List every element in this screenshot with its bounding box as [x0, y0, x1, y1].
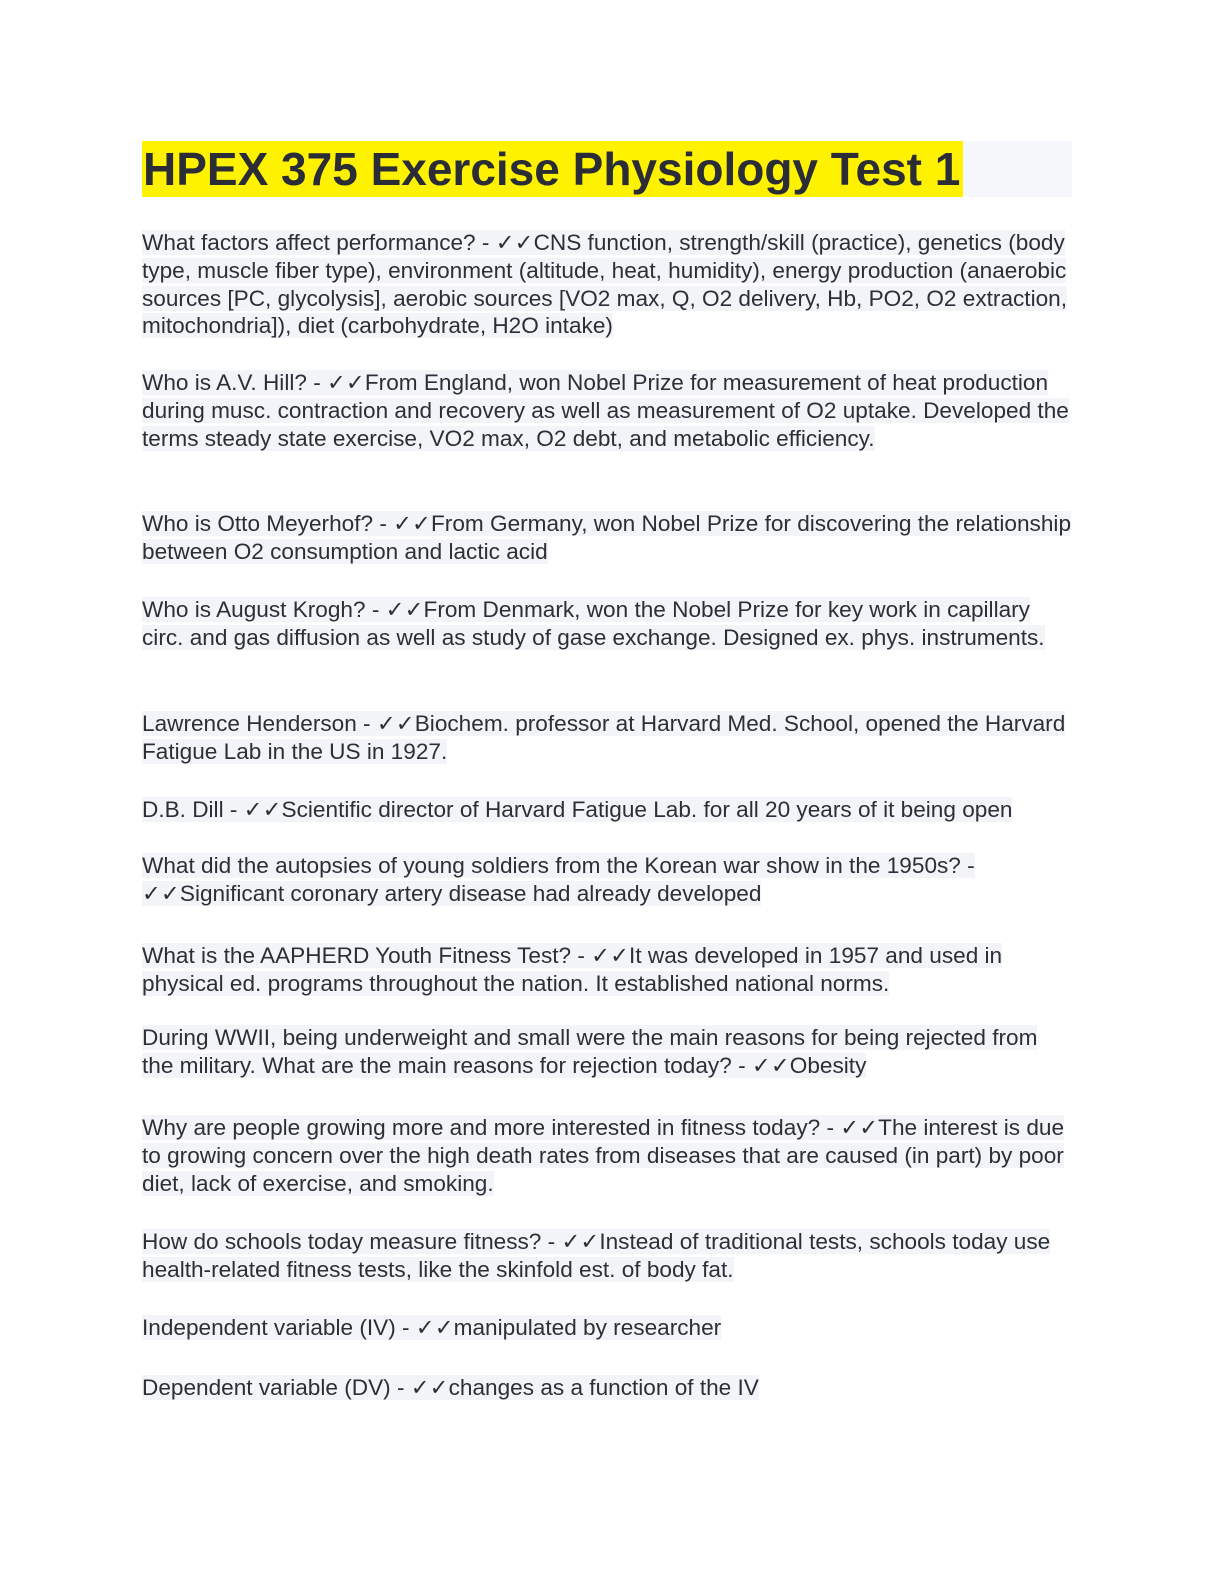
question-text: Who is August Krogh? -: [142, 597, 386, 622]
answer-text: manipulated by researcher: [453, 1315, 722, 1340]
qa-highlight: [142, 853, 975, 906]
answer-text: CNS function, strength/skill (practice), genetics (body type, muscle fiber type), environment (altitude, heat, humidity), energy production (anaerobic sources [PC, glycolysis], aerobic sources [VO2 max, Q, O2 delivery, Hb, PO2, O2 extraction, mitochondria]), diet (carbohydrate, H2O intake): [142, 230, 1068, 339]
qa-item: [142, 1024, 1072, 1080]
answer-text: From Denmark, won the Nobel Prize for key work in capillary circ. and gas diffusion as well as study of gase exchange. Designed ex. phys. instruments.: [142, 597, 1045, 650]
answer-text: Scientific director of Harvard Fatigue Lab. for all 20 years of it being open: [281, 797, 1013, 822]
answer-text: Obesity: [789, 1052, 867, 1078]
question-text: How do schools today measure fitness? -: [142, 1229, 562, 1254]
qa-item: [142, 852, 1072, 908]
qa-item: [142, 510, 1072, 566]
answer-text: Biochem. professor at Harvard Med. School, opened the Harvard Fatigue Lab in the US in 1927.: [142, 711, 1066, 764]
qa-highlight: [142, 711, 1065, 764]
qa-highlight: [142, 797, 1012, 822]
checkmark-icon: ✓✓: [393, 511, 431, 536]
qa-item: [142, 710, 1072, 766]
qa-item: [142, 796, 1072, 824]
checkmark-icon: ✓✓: [385, 597, 424, 622]
answer-text: From England, won Nobel Prize for measurement of heat production during musc. contraction and recovery as well as measurement of O2 uptake. Developed the terms steady state exercise, VO2 max, O2 debt, and metabolic efficiency.: [142, 370, 1069, 451]
checkmark-icon: ✓✓: [327, 370, 365, 395]
checkmark-icon: ✓✓: [495, 230, 534, 255]
question-text: Who is Otto Meyerhof? -: [142, 511, 394, 536]
question-text: Why are people growing more and more interested in fitness today? -: [142, 1115, 841, 1140]
qa-item: [142, 1374, 1072, 1402]
question-text: During WWII, being underweight and small were the main reasons for being rejected from the military. What are the main reasons for rejection today? -: [142, 1025, 1038, 1078]
question-text: Independent variable (IV) -: [142, 1315, 416, 1340]
answer-text: Significant coronary artery disease had already developed: [179, 880, 762, 906]
qa-item: [142, 1114, 1072, 1197]
qa-item: [142, 229, 1072, 340]
question-text: Dependent variable (DV) -: [142, 1375, 411, 1400]
question-text: What factors affect performance? -: [142, 230, 496, 255]
question-text: What did the autopsies of young soldiers from the Korean war show in the 1950s? -: [142, 853, 975, 878]
qa-highlight: [142, 1315, 721, 1340]
qa-item: [142, 942, 1072, 998]
checkmark-icon: ✓✓: [840, 1115, 879, 1140]
qa-item: [142, 369, 1072, 452]
checkmark-icon: ✓✓: [243, 797, 282, 822]
question-text: Lawrence Henderson -: [142, 711, 377, 736]
checkmark-icon: ✓✓: [751, 1052, 790, 1078]
qa-highlight: [142, 370, 1069, 451]
question-text: Who is A.V. Hill? -: [142, 370, 327, 395]
qa-highlight: [142, 597, 1045, 650]
answer-text: From Germany, won Nobel Prize for discovering the relationship between O2 consumption and lactic acid: [142, 511, 1072, 564]
answer-text: changes as a function of the IV: [448, 1375, 759, 1400]
checkmark-icon: ✓✓: [591, 943, 630, 968]
question-text: What is the AAPHERD Youth Fitness Test? -: [142, 943, 592, 968]
document-page: [142, 141, 1074, 1400]
qa-highlight: [142, 943, 1002, 996]
qa-highlight: [142, 1025, 1037, 1078]
checkmark-icon: ✓✓: [410, 1375, 449, 1400]
question-text: D.B. Dill -: [142, 797, 244, 822]
qa-highlight: [142, 230, 1067, 338]
checkmark-icon: ✓✓: [142, 880, 180, 906]
page-title: HPEX 375 Exercise Physiology Test 1: [142, 141, 963, 197]
qa-highlight: [142, 511, 1071, 564]
checkmark-icon: ✓✓: [561, 1229, 600, 1254]
title-bar: [142, 141, 1072, 197]
qa-item: [142, 1228, 1072, 1284]
qa-highlight: [142, 1115, 1064, 1196]
qa-highlight: [142, 1375, 759, 1400]
checkmark-icon: ✓✓: [415, 1315, 454, 1340]
answer-text: Instead of traditional tests, schools today use health-related fitness tests, like the skinfold est. of body fat.: [142, 1229, 1051, 1282]
answer-text: The interest is due to growing concern over the high death rates from diseases that are caused (in part) by poor diet, lack of exercise, and smoking.: [142, 1115, 1065, 1196]
qa-highlight: [142, 1229, 1050, 1282]
qa-item: [142, 596, 1072, 652]
qa-item: [142, 1314, 1072, 1342]
answer-text: It was developed in 1957 and used in physical ed. programs throughout the nation. It established national norms.: [142, 943, 1003, 996]
checkmark-icon: ✓✓: [376, 711, 415, 736]
